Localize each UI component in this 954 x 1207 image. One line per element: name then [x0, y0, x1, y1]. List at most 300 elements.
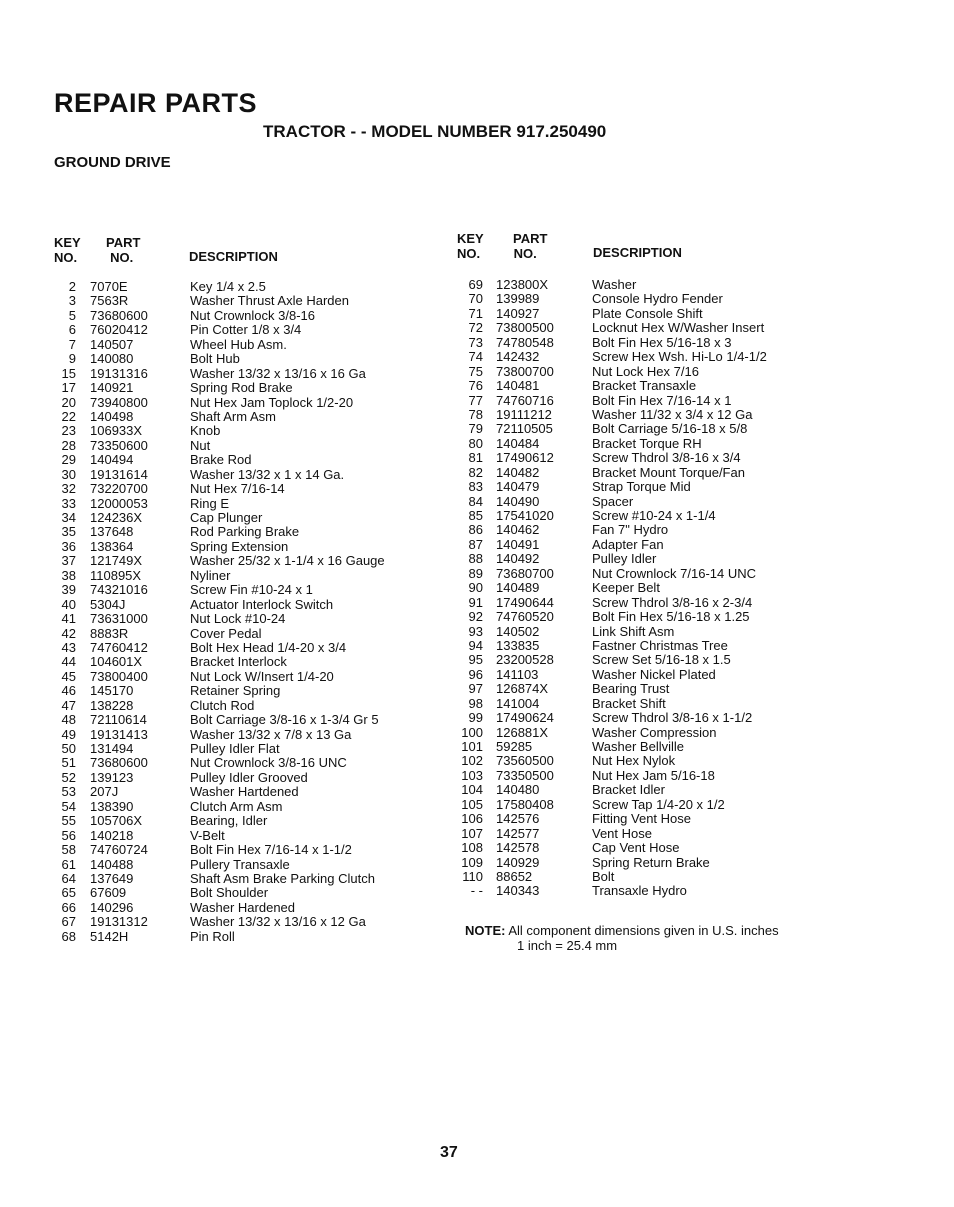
part-description: Pulley Idler [592, 551, 657, 567]
part-number: 73680700 [496, 565, 554, 581]
parts-row [0, 811, 954, 829]
key-number: 47 [61, 697, 76, 713]
part-description: Screw Hex Wsh. Hi-Lo 1/4-1/2 [592, 349, 767, 365]
key-number: 76 [468, 378, 483, 394]
part-description: Pulley Idler Flat [190, 741, 280, 756]
part-number: 73631000 [90, 611, 148, 627]
key-number: 32 [61, 481, 76, 497]
part-number: 67609 [90, 885, 127, 901]
part-number: 126881X [496, 724, 549, 740]
key-number: 38 [61, 567, 76, 583]
key-number: 20 [61, 394, 76, 410]
part-description: Link Shift Asm [592, 623, 675, 639]
part-description: Bracket Transaxle [592, 378, 697, 394]
part-description: Adapter Fan [592, 536, 664, 552]
key-number: 46 [61, 683, 76, 699]
key-number: 5 [68, 307, 76, 323]
parts-row [0, 652, 954, 670]
part-description: Wheel Hub Asm. [190, 336, 287, 352]
part-description: Nut Lock W/Insert 1/4-20 [190, 668, 334, 684]
part-description: Washer [592, 277, 637, 292]
key-number: 44 [61, 654, 76, 670]
key-number: 50 [61, 741, 76, 756]
part-number: 140343 [496, 883, 540, 899]
part-number: 140488 [90, 856, 134, 872]
key-number: 81 [468, 450, 483, 466]
left-part-header: PART NO. [106, 235, 141, 265]
parts-row [0, 509, 954, 523]
part-number: 137648 [90, 524, 134, 540]
right-description-header: DESCRIPTION [593, 245, 682, 260]
part-description: Bolt [592, 868, 615, 884]
part-description: Rod Parking Brake [190, 524, 300, 540]
key-number: 71 [468, 305, 483, 321]
part-description: Screw Thdrol 3/8-16 x 2-3/4 [592, 594, 753, 610]
part-description: Spring Return Brake [592, 854, 710, 870]
part-number: 141103 [496, 666, 539, 682]
part-number: 138364 [90, 538, 134, 554]
key-number: 30 [61, 466, 76, 482]
part-number: 7563R [90, 293, 129, 309]
part-description: Nut Crownlock 3/8-16 UNC [190, 755, 347, 771]
key-number: 52 [61, 769, 76, 785]
part-description: Console Hydro Fender [592, 291, 723, 307]
part-number: 17490624 [496, 710, 554, 726]
key-number: 103 [461, 767, 483, 783]
key-number: 109 [461, 854, 483, 870]
parts-row [0, 901, 954, 915]
part-number: 126874X [496, 681, 549, 697]
part-description: Bolt Hub [190, 351, 240, 367]
part-number: 74760724 [90, 842, 148, 858]
part-number: 17490612 [496, 450, 554, 466]
key-number: 66 [61, 899, 76, 915]
key-number: 93 [468, 623, 483, 639]
parts-row [0, 681, 954, 699]
key-number: 97 [468, 681, 483, 697]
parts-row [0, 769, 954, 783]
part-number: 105706X [90, 813, 143, 829]
key-number: 92 [468, 609, 483, 625]
model-heading: TRACTOR - - MODEL NUMBER 917.250490 [263, 122, 607, 141]
part-number: 140929 [496, 854, 540, 870]
key-number: 55 [61, 813, 76, 829]
part-number: 140080 [90, 351, 134, 367]
key-number: 35 [61, 524, 76, 540]
key-number: 67 [61, 914, 76, 930]
key-number: 99 [468, 710, 483, 726]
part-number: 140482 [496, 464, 540, 480]
part-description: Washer Hardened [190, 899, 296, 915]
part-number: 138228 [90, 697, 134, 713]
parts-row [0, 609, 954, 627]
part-description: Nut [190, 437, 211, 453]
part-description: Spacer [592, 493, 634, 509]
key-number: 49 [61, 726, 76, 742]
part-description: Washer 13/32 x 7/8 x 13 Ga [190, 726, 352, 742]
note-line-1: All component dimensions given in U.S. inches [508, 923, 779, 938]
key-number: 72 [468, 320, 483, 336]
part-number: 73800400 [90, 668, 148, 684]
part-number: 74321016 [90, 582, 148, 598]
part-description: Locknut Hex W/Washer Insert [592, 320, 765, 336]
part-number: 73800700 [496, 363, 554, 379]
key-number: 84 [468, 493, 483, 509]
part-description: Shaft Arm Asm [190, 408, 276, 424]
part-description: Fan 7" Hydro [592, 522, 669, 538]
key-number: 37 [61, 553, 76, 569]
key-number: 94 [468, 637, 483, 653]
key-number: 56 [61, 827, 76, 843]
part-number: 133835 [496, 637, 540, 653]
parts-row [0, 870, 954, 884]
part-number: 138390 [90, 798, 134, 814]
part-number: 19131316 [90, 365, 148, 381]
left-description-header: DESCRIPTION [189, 249, 278, 264]
key-number: 22 [61, 408, 76, 424]
part-number: 19131413 [90, 726, 148, 742]
key-number: 42 [61, 625, 76, 641]
part-number: 74760520 [496, 609, 554, 625]
parts-row [0, 740, 954, 754]
part-number: 73680600 [90, 755, 148, 771]
part-number: 142578 [496, 840, 540, 856]
key-number: 110 [462, 868, 483, 884]
part-number: 140480 [496, 782, 540, 798]
key-number: 34 [61, 510, 76, 525]
part-number: 140494 [90, 452, 134, 468]
part-number: 72110614 [90, 712, 147, 728]
parts-row [0, 349, 954, 367]
part-number: 73350600 [90, 437, 148, 453]
part-number: 73800500 [496, 320, 554, 336]
note-label: NOTE: [465, 923, 506, 938]
part-description: Bracket Interlock [190, 654, 287, 670]
part-number: 5304J [90, 596, 126, 612]
part-number: 140481 [496, 378, 540, 394]
part-number: 140296 [90, 899, 134, 915]
part-number: 8883R [90, 625, 129, 641]
parts-row [0, 538, 954, 552]
parts-row [0, 466, 954, 480]
key-number: 64 [61, 870, 76, 886]
part-number: 74780548 [496, 334, 554, 350]
key-number: 105 [461, 796, 483, 812]
part-description: Washer Bellville [592, 739, 684, 754]
part-number: 142577 [496, 825, 540, 841]
parts-row [0, 726, 954, 740]
part-description: Clutch Rod [190, 697, 255, 713]
key-number: - - [470, 883, 483, 899]
parts-row [0, 710, 954, 728]
part-description: Bearing, Idler [190, 813, 268, 829]
part-number: 140479 [496, 479, 540, 495]
part-number: 12000053 [90, 495, 148, 511]
key-number: 91 [468, 594, 483, 610]
part-number: 19111212 [496, 406, 552, 422]
part-number: 140492 [496, 551, 540, 567]
part-number: 207J [90, 784, 119, 800]
part-number: 140491 [496, 536, 540, 552]
key-number: 9 [68, 351, 76, 367]
part-number: 140502 [496, 623, 540, 639]
part-number: 19131312 [90, 914, 148, 930]
part-number: 139123 [90, 769, 134, 785]
key-number: 95 [468, 652, 483, 668]
part-number: 76020412 [90, 322, 148, 338]
part-description: Pin Cotter 1/8 x 3/4 [190, 322, 302, 338]
part-number: 73220700 [90, 481, 148, 497]
parts-row [0, 697, 954, 711]
part-description: Plate Console Shift [592, 305, 703, 321]
part-description: Bolt Fin Hex 5/16-18 x 3 [592, 334, 732, 350]
key-number: 17 [61, 380, 76, 396]
part-description: Nyliner [190, 567, 231, 583]
key-number: 100 [461, 724, 483, 740]
part-number: 140218 [90, 827, 134, 843]
part-description: Actuator Interlock Switch [190, 596, 334, 612]
part-number: 140927 [496, 305, 540, 321]
parts-row [0, 450, 954, 468]
key-number: 86 [468, 522, 483, 538]
part-description: Strap Torque Mid [592, 479, 691, 495]
parts-row [0, 827, 954, 841]
page-title: REPAIR PARTS [54, 88, 258, 118]
part-number: 140507 [90, 336, 134, 352]
key-number: 90 [468, 580, 483, 596]
part-number: 88652 [496, 868, 533, 884]
part-description: Bolt Carriage 5/16-18 x 5/8 [592, 421, 748, 437]
part-description: Ring E [190, 495, 230, 511]
part-description: Screw Thdrol 3/8-16 x 1-1/2 [592, 710, 753, 726]
key-number: 23 [61, 423, 76, 439]
part-number: 73350500 [496, 767, 554, 783]
parts-row [0, 798, 954, 812]
parts-row [0, 580, 954, 598]
part-description: Shaft Asm Brake Parking Clutch [190, 870, 375, 886]
page-number: 37 [440, 1144, 458, 1161]
part-number: 72110505 [496, 421, 553, 437]
part-description: Bolt Fin Hex 7/16-14 x 1 [592, 392, 732, 408]
parts-row [0, 394, 954, 408]
part-description: Washer 13/32 x 13/16 x 12 Ga [190, 914, 366, 930]
key-number: 36 [61, 538, 76, 554]
part-description: Screw Fin #10-24 x 1 [190, 582, 313, 598]
key-number: 54 [61, 798, 76, 814]
part-description: Bolt Hex Head 1/4-20 x 3/4 [190, 639, 347, 655]
parts-row [0, 320, 954, 338]
part-description: Spring Rod Brake [190, 380, 293, 396]
key-number: 3 [68, 293, 76, 309]
key-number: 73 [468, 334, 483, 350]
note-line-2: 1 inch = 25.4 mm [517, 938, 618, 953]
part-description: Bracket Torque RH [592, 435, 702, 451]
parts-row [0, 437, 954, 451]
part-number: 137649 [90, 870, 134, 886]
parts-row [0, 495, 954, 509]
parts-row [0, 567, 954, 581]
left-key-header: KEY NO. [54, 235, 81, 265]
dimension-note [465, 923, 779, 953]
part-description: Nut Hex Jam Toplock 1/2-20 [190, 394, 354, 410]
key-number: 107 [461, 825, 483, 841]
part-description: Pullery Transaxle [190, 856, 290, 872]
part-description: Bolt Shoulder [190, 885, 269, 901]
part-number: 73680600 [90, 307, 148, 323]
key-number: 40 [61, 596, 76, 612]
part-number: 131494 [90, 741, 134, 756]
key-number: 87 [468, 536, 483, 552]
part-description: Bolt Fin Hex 5/16-18 x 1.25 [592, 609, 750, 625]
parts-row [0, 596, 954, 610]
part-description: Cap Vent Hose [592, 840, 680, 856]
parts-row [0, 307, 954, 321]
key-number: 45 [61, 668, 76, 684]
part-description: Transaxle Hydro [592, 883, 687, 899]
key-number: 2 [68, 279, 76, 294]
part-number: 17490644 [496, 594, 554, 610]
parts-list-right [0, 278, 954, 899]
part-number: 7070E [90, 279, 128, 294]
part-number: 5142H [90, 928, 129, 944]
parts-row [0, 522, 954, 540]
key-number: 15 [61, 365, 76, 381]
part-number: 140490 [496, 493, 540, 509]
key-number: 89 [468, 565, 483, 581]
key-number: 51 [61, 755, 76, 771]
key-number: 77 [468, 392, 483, 408]
part-number: 106933X [90, 423, 143, 439]
part-description: Washer Hartdened [190, 784, 299, 800]
part-description: Bracket Mount Torque/Fan [592, 464, 745, 480]
part-description: Brake Rod [190, 452, 252, 468]
key-number: 48 [61, 712, 76, 728]
key-number: 41 [61, 611, 76, 627]
key-number: 102 [461, 753, 483, 769]
part-number: 142432 [496, 349, 540, 365]
part-number: 17580408 [496, 796, 554, 812]
part-description: Fastner Christmas Tree [592, 637, 728, 653]
key-number: 58 [61, 842, 76, 858]
key-number: 65 [61, 885, 76, 901]
parts-row [0, 782, 954, 800]
part-description: Vent Hose [592, 825, 652, 841]
key-number: 104 [461, 782, 483, 798]
part-number: 140489 [496, 580, 540, 596]
key-number: 69 [468, 277, 483, 292]
part-number: 124236X [90, 510, 143, 525]
part-description: Nut Lock Hex 7/16 [592, 363, 699, 379]
key-number: 88 [468, 551, 483, 567]
part-number: 140921 [90, 380, 134, 396]
parts-row [0, 668, 954, 682]
key-number: 79 [468, 421, 483, 437]
right-part-header: PART NO. [513, 231, 548, 261]
part-description: Nut Hex Nylok [592, 753, 676, 769]
part-description: Nut Hex 7/16-14 [190, 481, 285, 497]
part-description: Bracket Idler [592, 782, 665, 798]
key-number: 75 [468, 363, 483, 379]
part-number: 73940800 [90, 394, 148, 410]
part-number: 17541020 [496, 508, 554, 523]
part-description: Screw Tap 1/4-20 x 1/2 [592, 796, 725, 812]
part-description: Nut Crownlock 7/16-14 UNC [592, 565, 757, 581]
parts-row [0, 365, 954, 379]
part-description: V-Belt [190, 827, 225, 843]
parts-row [0, 408, 954, 422]
key-number: 39 [61, 582, 76, 598]
key-number: 80 [468, 435, 483, 451]
part-number: 140484 [496, 435, 540, 451]
part-number: 110895X [90, 567, 142, 583]
part-number: 74760716 [496, 392, 554, 408]
part-description: Washer Nickel Plated [592, 666, 716, 682]
parts-row [0, 278, 954, 292]
part-number: 73560500 [496, 753, 554, 769]
key-number: 78 [468, 406, 483, 422]
part-description: Retainer Spring [190, 683, 281, 699]
key-number: 96 [468, 666, 483, 682]
part-description: Key 1/4 x 2.5 [190, 279, 266, 294]
key-number: 53 [61, 784, 76, 800]
key-number: 74 [468, 349, 483, 365]
key-number: 98 [468, 695, 483, 711]
key-number: 33 [61, 495, 76, 511]
key-number: 70 [468, 291, 483, 307]
part-number: 123800X [496, 277, 549, 292]
part-description: Washer 13/32 x 13/16 x 16 Ga [190, 365, 366, 381]
key-number: 83 [468, 479, 483, 495]
key-number: 106 [461, 811, 483, 827]
part-number: 139989 [496, 291, 540, 307]
part-description: Washer 13/32 x 1 x 14 Ga. [190, 466, 345, 482]
key-number: 68 [61, 928, 76, 944]
key-number: 7 [68, 336, 76, 352]
part-number: 74760412 [90, 639, 148, 655]
parts-row [0, 856, 954, 870]
part-description: Screw Set 5/16-18 x 1.5 [592, 652, 731, 668]
part-description: Pin Roll [190, 928, 235, 944]
part-description: Nut Hex Jam 5/16-18 [592, 767, 715, 783]
part-description: Bearing Trust [592, 681, 670, 697]
key-number: 61 [61, 856, 76, 872]
parts-row [0, 551, 954, 569]
parts-row [0, 479, 954, 497]
parts-row [0, 336, 954, 350]
part-description: Washer 25/32 x 1-1/4 x 16 Gauge [190, 553, 385, 569]
part-description: Fitting Vent Hose [592, 811, 691, 827]
part-description: Bolt Carriage 3/8-16 x 1-3/4 Gr 5 [190, 712, 379, 728]
key-number: 6 [68, 322, 76, 338]
parts-row [0, 378, 954, 396]
key-number: 82 [468, 464, 483, 480]
part-number: 59285 [496, 739, 533, 754]
part-description: Washer Thrust Axle Harden [190, 293, 349, 309]
part-description: Screw Thdrol 3/8-16 x 3/4 [592, 450, 741, 466]
parts-row [0, 421, 954, 439]
part-description: Washer Compression [592, 724, 717, 740]
part-number: 141004 [496, 695, 540, 711]
part-description: Bracket Shift [592, 695, 666, 711]
parts-row [0, 291, 954, 309]
part-description: Nut Crownlock 3/8-16 [190, 307, 315, 323]
key-number: 108 [461, 840, 483, 856]
part-description: Bolt Fin Hex 7/16-14 x 1-1/2 [190, 842, 352, 858]
parts-row [0, 639, 954, 653]
part-number: 145170 [90, 683, 134, 699]
part-number: 121749X [90, 553, 143, 569]
part-description: Nut Lock #10-24 [190, 611, 286, 627]
